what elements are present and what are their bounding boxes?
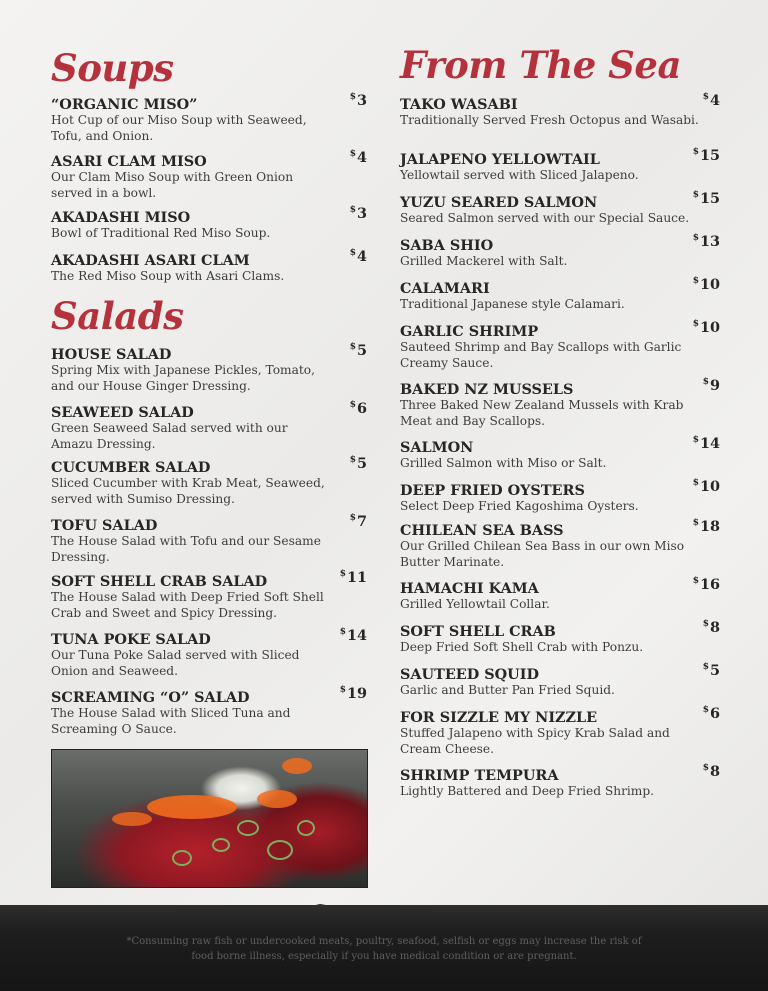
currency-symbol: $: [349, 205, 356, 215]
menu-item-deep-fried-oysters: [400, 478, 720, 515]
currency-symbol: $: [349, 342, 356, 352]
price-amount: 19: [346, 685, 367, 702]
item-description: Select Deep Fried Kagoshima Oysters.: [400, 499, 639, 513]
price-amount: 8: [709, 763, 720, 780]
currency-symbol: $: [339, 569, 346, 579]
item-description: Deep Fried Soft Shell Crab with Ponzu.: [400, 640, 644, 654]
price-amount: 5: [356, 342, 367, 359]
item-price: [703, 705, 720, 722]
disclaimer-text: *Consuming raw fish or undercooked meats, poultry, seafood, selfish or eggs may increase the risk of food borne illness, especially if you have medical condition or are pregnant.: [126, 936, 642, 962]
salads-title: Salads: [51, 294, 184, 338]
currency-symbol: $: [702, 662, 709, 672]
currency-symbol: $: [702, 619, 709, 629]
item-name: SHRIMP TEMPURA: [400, 767, 559, 784]
currency-symbol: $: [692, 435, 699, 445]
item-price: [350, 513, 367, 530]
price-amount: 14: [699, 435, 720, 452]
menu-item-screaming-o-salad: [51, 685, 367, 737]
currency-symbol: $: [702, 377, 709, 387]
from-the-sea-title: From The Sea: [400, 43, 681, 87]
item-price: [703, 619, 720, 636]
item-description: Sauteed Shrimp and Bay Scallops with Garlic Creamy Sauce.: [400, 340, 682, 370]
currency-symbol: $: [692, 276, 699, 286]
currency-symbol: $: [349, 400, 356, 410]
item-name: BAKED NZ MUSSELS: [400, 381, 574, 398]
item-price: [350, 149, 367, 166]
menu-item-jalapeno-yellowtail: [400, 147, 720, 184]
item-description: Traditional Japanese style Calamari.: [400, 297, 625, 311]
currency-symbol: $: [702, 705, 709, 715]
menu-item-seaweed-salad: [51, 400, 367, 452]
item-name: HAMACHI KAMA: [400, 580, 539, 597]
price-amount: 11: [346, 569, 367, 586]
price-amount: 4: [356, 248, 367, 265]
menu-item-soft-shell-crab-salad: [51, 569, 367, 621]
currency-symbol: $: [339, 627, 346, 637]
item-description: Garlic and Butter Pan Fried Squid.: [400, 683, 615, 697]
item-price: [703, 377, 720, 394]
currency-symbol: $: [339, 685, 346, 695]
currency-symbol: $: [702, 92, 709, 102]
price-amount: 13: [699, 233, 720, 250]
price-amount: 6: [709, 705, 720, 722]
item-price: [350, 342, 367, 359]
menu-item-soft-shell-crab: [400, 619, 720, 656]
item-price: [703, 763, 720, 780]
price-amount: 15: [699, 147, 720, 164]
price-amount: 3: [356, 205, 367, 222]
menu-item-sauteed-squid: [400, 662, 720, 699]
price-amount: 5: [356, 455, 367, 472]
item-price: [693, 576, 720, 593]
item-name: SOFT SHELL CRAB: [400, 623, 556, 640]
item-price: [693, 147, 720, 164]
item-name: SAUTEED SQUID: [400, 666, 539, 683]
currency-symbol: $: [692, 478, 699, 488]
item-description: Stuffed Jalapeno with Spicy Krab Salad and Cream Cheese.: [400, 726, 670, 756]
menu-item-akadashi-asari-clam: [51, 248, 367, 285]
price-amount: 18: [699, 518, 720, 535]
currency-symbol: $: [692, 190, 699, 200]
item-name: SCREAMING “O” SALAD: [51, 689, 250, 706]
price-amount: 9: [709, 377, 720, 394]
item-description: The House Salad with Sliced Tuna and Screaming O Sauce.: [51, 706, 291, 736]
food-photo: [51, 749, 368, 888]
menu-item-asari-clam-miso: [51, 149, 367, 201]
item-name: SOFT SHELL CRAB SALAD: [51, 573, 268, 590]
item-price: [693, 478, 720, 495]
price-amount: 7: [356, 513, 367, 530]
soups-title: Soups: [51, 46, 174, 90]
item-description: The Red Miso Soup with Asari Clams.: [51, 269, 285, 283]
price-amount: 10: [699, 478, 720, 495]
price-amount: 4: [709, 92, 720, 109]
menu-item-calamari: [400, 276, 720, 313]
item-name: HOUSE SALAD: [51, 346, 172, 363]
item-price: [693, 435, 720, 452]
price-amount: 14: [346, 627, 367, 644]
item-name: TUNA POKE SALAD: [51, 631, 211, 648]
item-name: GARLIC SHRIMP: [400, 323, 539, 340]
currency-symbol: $: [349, 149, 356, 159]
price-amount: 5: [709, 662, 720, 679]
item-name: ASARI CLAM MISO: [51, 153, 207, 170]
item-description: Spring Mix with Japanese Pickles, Tomato, and our House Ginger Dressing.: [51, 363, 315, 393]
item-name: CHILEAN SEA BASS: [400, 522, 564, 539]
menu-item-salmon: [400, 435, 720, 472]
item-name: CUCUMBER SALAD: [51, 459, 211, 476]
menu-item-garlic-shrimp: [400, 319, 720, 371]
menu-item-tofu-salad: [51, 513, 367, 565]
menu-item-for-sizzle-my-nizzle: [400, 705, 720, 757]
menu-item-tuna-poke-salad: [51, 627, 367, 679]
price-amount: 3: [356, 92, 367, 109]
currency-symbol: $: [349, 248, 356, 258]
menu-item-baked-nz-mussels: [400, 377, 720, 429]
item-price: [693, 276, 720, 293]
item-name: AKADASHI MISO: [51, 209, 191, 226]
item-name: SEAWEED SALAD: [51, 404, 194, 421]
currency-symbol: $: [692, 576, 699, 586]
currency-symbol: $: [349, 455, 356, 465]
item-price: [350, 400, 367, 417]
menu-item-saba-shio: [400, 233, 720, 270]
item-name: YUZU SEARED SALMON: [400, 194, 598, 211]
item-description: Grilled Yellowtail Collar.: [400, 597, 550, 611]
item-description: Seared Salmon served with our Special Sauce.: [400, 211, 690, 225]
item-description: The House Salad with Tofu and our Sesame Dressing.: [51, 534, 321, 564]
menu-item-hamachi-kama: [400, 576, 720, 613]
item-price: [350, 92, 367, 109]
item-description: Lightly Battered and Deep Fried Shrimp.: [400, 784, 655, 798]
item-description: Our Tuna Poke Salad served with Sliced Onion and Seaweed.: [51, 648, 300, 678]
item-name: TOFU SALAD: [51, 517, 158, 534]
item-description: Bowl of Traditional Red Miso Soup.: [51, 226, 271, 240]
price-amount: 6: [356, 400, 367, 417]
menu-item-akadashi-miso: [51, 205, 367, 242]
item-name: SALMON: [400, 439, 474, 456]
item-price: [703, 92, 720, 109]
item-description: Sliced Cucumber with Krab Meat, Seaweed, served with Sumiso Dressing.: [51, 476, 325, 506]
currency-symbol: $: [692, 233, 699, 243]
item-name: FOR SIZZLE MY NIZZLE: [400, 709, 598, 726]
item-name: DEEP FRIED OYSTERS: [400, 482, 585, 499]
price-amount: 15: [699, 190, 720, 207]
menu-item-chilean-sea-bass: [400, 518, 720, 570]
item-description: Our Grilled Chilean Sea Bass in our own Miso Butter Marinate.: [400, 539, 685, 569]
item-price: [693, 233, 720, 250]
currency-symbol: $: [349, 92, 356, 102]
item-name: AKADASHI ASARI CLAM: [51, 252, 250, 269]
currency-symbol: $: [692, 319, 699, 329]
menu-item-cucumber-salad: [51, 455, 367, 507]
item-description: Hot Cup of our Miso Soup with Seaweed, Tofu, and Onion.: [51, 113, 307, 143]
price-amount: 4: [356, 149, 367, 166]
item-description: Yellowtail served with Sliced Jalapeno.: [400, 168, 639, 182]
menu-item-shrimp-tempura: [400, 763, 720, 800]
menu-item-organic-miso: [51, 92, 367, 144]
item-description: Traditionally Served Fresh Octopus and Wasabi.: [400, 113, 699, 127]
price-amount: 8: [709, 619, 720, 636]
price-amount: 10: [699, 319, 720, 336]
item-description: Grilled Salmon with Miso or Salt.: [400, 456, 607, 470]
item-price: [340, 685, 367, 702]
currency-symbol: $: [692, 518, 699, 528]
item-price: [693, 190, 720, 207]
item-description: Grilled Mackerel with Salt.: [400, 254, 568, 268]
item-name: TAKO WASABI: [400, 96, 518, 113]
currency-symbol: $: [349, 513, 356, 523]
item-name: SABA SHIO: [400, 237, 494, 254]
item-description: Three Baked New Zealand Mussels with Krab Meat and Bay Scallops.: [400, 398, 684, 428]
menu-item-house-salad: [51, 342, 367, 394]
item-price: [703, 662, 720, 679]
menu-item-yuzu-seared-salmon: [400, 190, 720, 227]
menu-item-tako-wasabi: [400, 92, 720, 129]
item-price: [693, 518, 720, 535]
item-price: [340, 569, 367, 586]
item-price: [350, 248, 367, 265]
item-description: Our Clam Miso Soup with Green Onion served in a bowl.: [51, 170, 294, 200]
item-price: [350, 205, 367, 222]
item-name: CALAMARI: [400, 280, 490, 297]
item-name: JALAPENO YELLOWTAIL: [400, 151, 600, 168]
currency-symbol: $: [702, 763, 709, 773]
item-price: [340, 627, 367, 644]
item-description: Green Seaweed Salad served with our Amazu Dressing.: [51, 421, 288, 451]
currency-symbol: $: [692, 147, 699, 157]
item-name: “ORGANIC MISO”: [51, 96, 198, 113]
item-description: The House Salad with Deep Fried Soft Shell Crab and Sweet and Spicy Dressing.: [51, 590, 324, 620]
item-price: [693, 319, 720, 336]
item-price: [350, 455, 367, 472]
price-amount: 10: [699, 276, 720, 293]
price-amount: 16: [699, 576, 720, 593]
